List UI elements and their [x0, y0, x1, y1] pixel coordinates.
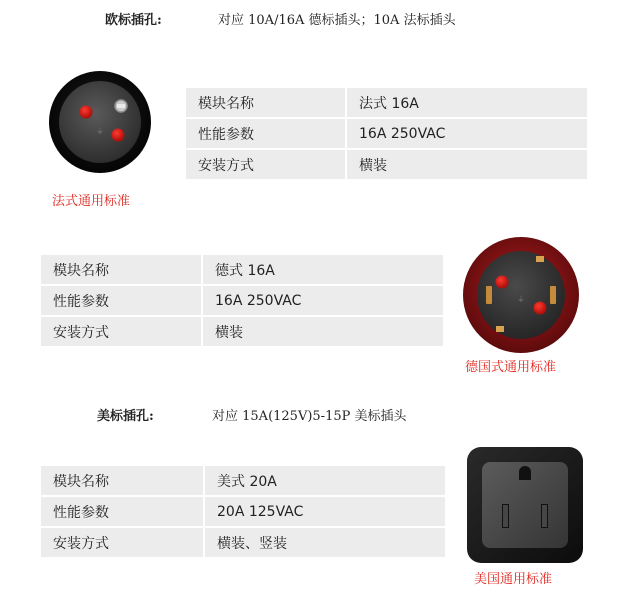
spec-value: 横装、竖装 — [205, 528, 445, 557]
table-row — [41, 528, 445, 557]
us-caption: 美国通用标准 — [474, 572, 553, 587]
french-spec-table — [186, 86, 587, 181]
eu-heading-label: 欧标插孔: — [105, 13, 162, 28]
spec-value: 横装 — [347, 150, 587, 179]
svg-text:⏚: ⏚ — [96, 127, 104, 136]
table-row — [186, 150, 587, 179]
spec-value: 德式 16A — [203, 255, 443, 284]
spec-value: 20A 125VAC — [205, 497, 445, 526]
spec-key: 模块名称 — [186, 88, 347, 117]
spec-value: 美式 20A — [205, 466, 445, 495]
us-socket-image — [466, 446, 584, 564]
table-row — [186, 119, 587, 148]
eu-socket-heading — [105, 9, 456, 28]
table-row — [41, 497, 445, 526]
german-caption: 德国式通用标准 — [465, 360, 557, 375]
us-socket-heading — [97, 405, 407, 424]
spec-key: 性能参数 — [41, 497, 205, 526]
french-caption: 法式通用标准 — [52, 194, 131, 209]
spec-value: 16A 250VAC — [203, 286, 443, 315]
us-heading-desc: 对应 15A(125V)5-15P 美标插头 — [212, 409, 407, 424]
spec-key: 模块名称 — [41, 466, 205, 495]
table-row — [41, 286, 443, 315]
spec-key: 性能参数 — [186, 119, 347, 148]
table-row — [41, 466, 445, 495]
table-row — [41, 255, 443, 284]
spec-key: 性能参数 — [41, 286, 203, 315]
german-spec-table — [41, 253, 443, 348]
svg-text:⏚: ⏚ — [517, 295, 525, 304]
spec-key: 安装方式 — [41, 317, 203, 346]
spec-value: 16A 250VAC — [347, 119, 587, 148]
us-spec-table — [41, 464, 445, 559]
spec-key: 模块名称 — [41, 255, 203, 284]
eu-heading-desc: 对应 10A/16A 德标插头；10A 法标插头 — [218, 13, 456, 28]
french-socket-image — [48, 70, 152, 174]
german-socket-image — [462, 236, 580, 354]
spec-key: 安装方式 — [186, 150, 347, 179]
spec-value: 横装 — [203, 317, 443, 346]
table-row — [186, 88, 587, 117]
spec-value: 法式 16A — [347, 88, 587, 117]
spec-key: 安装方式 — [41, 528, 205, 557]
us-heading-label: 美标插孔: — [97, 409, 154, 424]
table-row — [41, 317, 443, 346]
